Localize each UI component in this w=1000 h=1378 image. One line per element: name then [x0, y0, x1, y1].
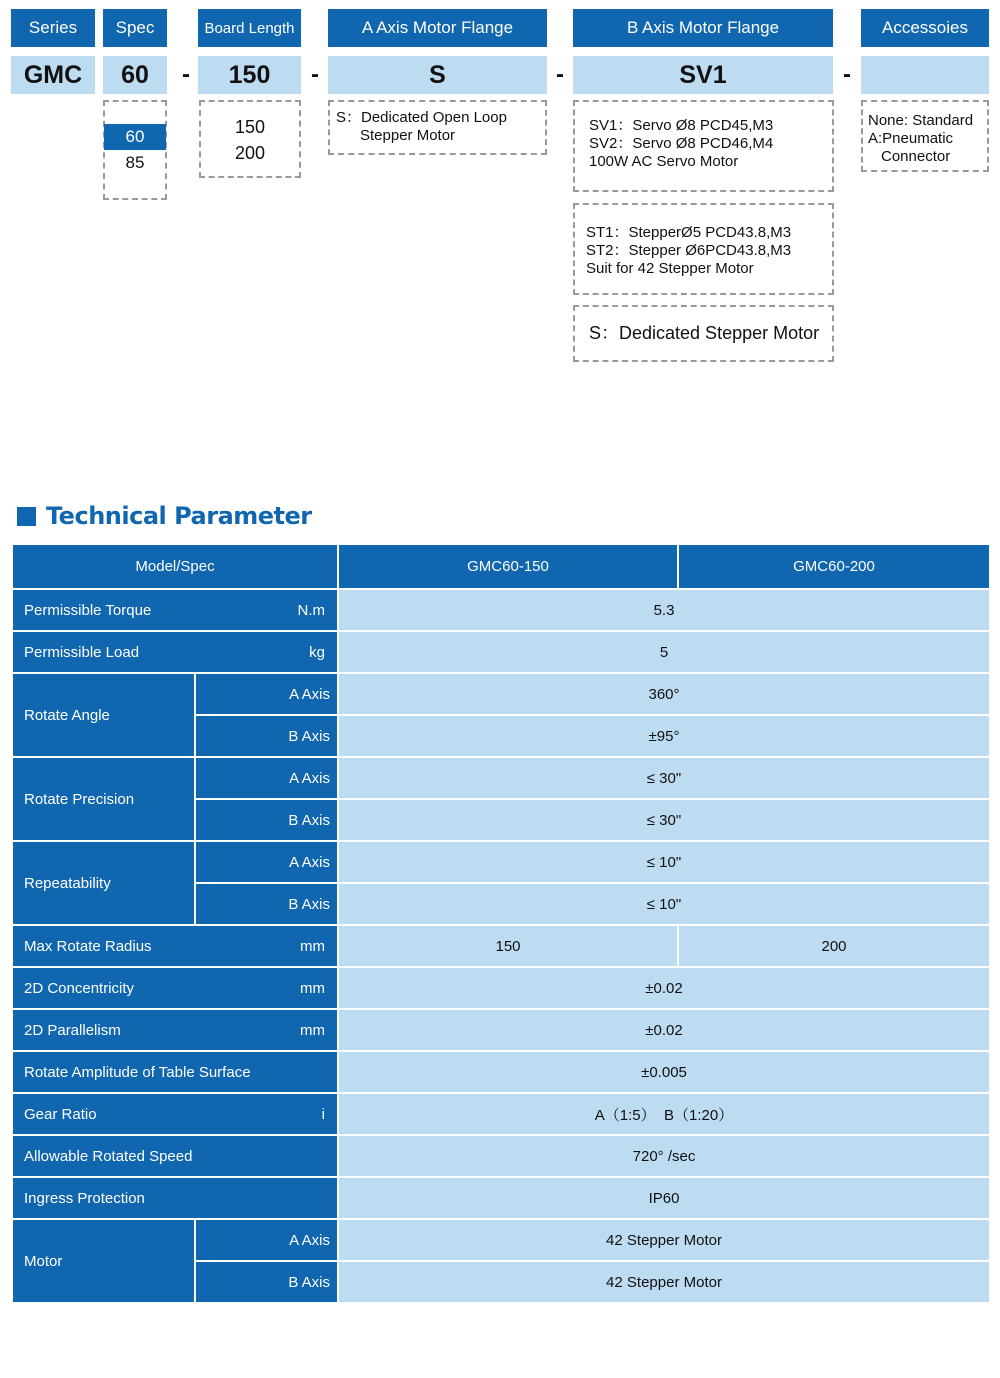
param-label-cell: [12, 925, 338, 967]
section-title: [17, 500, 312, 532]
table-row: [12, 925, 990, 967]
param-value: ≤ 30": [338, 799, 990, 841]
accessories-value: [861, 56, 989, 94]
param-value: 42 Stepper Motor: [338, 1219, 990, 1261]
param-value: ≤ 10": [338, 841, 990, 883]
series-header: Series: [11, 9, 95, 47]
param-unit: mm: [300, 937, 325, 955]
axis-label: B Axis: [195, 1261, 338, 1303]
accessory-option-line: A:Pneumatic: [868, 130, 954, 147]
b-flange-option-line: 100W AC Servo Motor: [589, 153, 739, 170]
param-label: Allowable Rotated Speed: [12, 1135, 338, 1177]
table-row: [12, 589, 990, 631]
param-value: ≤ 10": [338, 883, 990, 925]
param-value: 42 Stepper Motor: [338, 1261, 990, 1303]
b-flange-stepper-options: [573, 203, 834, 295]
b-flange-option-line: ST2：Stepper Ø6PCD43.8,M3: [586, 242, 792, 259]
param-label: Rotate Precision: [12, 757, 195, 841]
series-value: GMC: [11, 56, 95, 94]
code-separator: -: [556, 61, 564, 88]
axis-label: A Axis: [195, 757, 338, 799]
a-axis-flange-header: A Axis Motor Flange: [328, 9, 547, 47]
spec-value: 60: [103, 56, 167, 94]
param-label-cell: [12, 1093, 338, 1135]
board-length-option[interactable]: 200: [234, 143, 266, 163]
accessories-options: [861, 100, 989, 172]
param-label: Permissible Torque: [24, 601, 152, 619]
param-label: Rotate Amplitude of Table Surface: [12, 1051, 338, 1093]
b-flange-option-line: S：Dedicated Stepper Motor: [589, 323, 820, 343]
table-row: [12, 967, 990, 1009]
a-flange-option-line: Stepper Motor: [360, 127, 456, 144]
table-row: [12, 631, 990, 673]
spec-option-selected[interactable]: 60: [104, 124, 166, 150]
table-row: [12, 1051, 990, 1093]
param-unit: kg: [309, 643, 325, 661]
code-separator: -: [311, 61, 319, 88]
param-value: A（1:5） B（1:20）: [338, 1093, 990, 1135]
param-value: 360°: [338, 673, 990, 715]
param-unit: N.m: [297, 601, 325, 619]
param-value: 150: [338, 925, 678, 967]
b-flange-dedicated-options: [573, 305, 834, 362]
param-label: Ingress Protection: [12, 1177, 338, 1219]
board-length-value: 150: [198, 56, 301, 94]
table-row: [12, 1009, 990, 1051]
table-row: [12, 757, 990, 799]
param-value: ≤ 30": [338, 757, 990, 799]
board-length-option[interactable]: 150: [234, 117, 266, 137]
a-axis-flange-value: S: [328, 56, 547, 94]
spec-header: Spec: [103, 9, 167, 47]
b-flange-option-line: ST1：StepperØ5 PCD43.8,M3: [586, 224, 792, 241]
param-unit: mm: [300, 979, 325, 997]
param-label-cell: [12, 589, 338, 631]
table-row: [12, 1219, 990, 1261]
param-value: 5: [338, 631, 990, 673]
axis-label: B Axis: [195, 799, 338, 841]
b-flange-option-line: SV1：Servo Ø8 PCD45,M3: [589, 117, 774, 134]
model-header: GMC60-200: [678, 544, 990, 589]
accessory-option-line: Connector: [881, 148, 951, 165]
table-row: [12, 1135, 990, 1177]
param-value: ±0.02: [338, 1009, 990, 1051]
b-axis-flange-value: SV1: [573, 56, 833, 94]
param-label: Rotate Angle: [12, 673, 195, 757]
param-value: 720° /sec: [338, 1135, 990, 1177]
axis-label: B Axis: [195, 715, 338, 757]
board-length-header: Board Length: [198, 9, 301, 47]
param-label-cell: [12, 1009, 338, 1051]
b-flange-option-line: Suit for 42 Stepper Motor: [586, 260, 754, 277]
param-label: Repeatability: [12, 841, 195, 925]
a-flange-option-line: S：Dedicated Open Loop: [336, 109, 507, 126]
section-title-text: Technical Parameter: [46, 502, 312, 530]
param-label: 2D Parallelism: [24, 1021, 121, 1039]
param-label: Gear Ratio: [24, 1105, 97, 1123]
param-value: 5.3: [338, 589, 990, 631]
accessory-option-line: None: Standard: [868, 112, 974, 129]
table-row: [12, 1177, 990, 1219]
table-header-row: [12, 544, 990, 589]
param-label: Max Rotate Radius: [24, 937, 152, 955]
param-value: ±0.005: [338, 1051, 990, 1093]
param-label: Permissible Load: [24, 643, 140, 661]
param-value: ±95°: [338, 715, 990, 757]
param-label: Motor: [12, 1219, 195, 1303]
section-square-icon: [17, 507, 36, 526]
table-row: [12, 841, 990, 883]
b-flange-servo-options: [573, 100, 834, 192]
axis-label: B Axis: [195, 883, 338, 925]
spec-option[interactable]: 85: [125, 153, 145, 172]
axis-label: A Axis: [195, 1219, 338, 1261]
param-label-cell: [12, 631, 338, 673]
a-axis-flange-options: [328, 100, 547, 155]
board-length-options: [199, 100, 301, 178]
accessories-header: Accessoies: [861, 9, 989, 47]
code-separator: -: [843, 61, 851, 88]
b-flange-option-line: SV2：Servo Ø8 PCD46,M4: [589, 135, 774, 152]
technical-parameter-table: [11, 543, 991, 1304]
param-label: 2D Concentricity: [24, 979, 135, 997]
param-unit: mm: [300, 1021, 325, 1039]
param-label-cell: [12, 967, 338, 1009]
param-value: 200: [678, 925, 990, 967]
param-value: ±0.02: [338, 967, 990, 1009]
table-row: [12, 1093, 990, 1135]
param-value: IP60: [338, 1177, 990, 1219]
b-axis-flange-header: B Axis Motor Flange: [573, 9, 833, 47]
model-spec-header: Model/Spec: [12, 544, 338, 589]
model-header: GMC60-150: [338, 544, 678, 589]
axis-label: A Axis: [195, 673, 338, 715]
table-row: [12, 673, 990, 715]
code-separator: -: [182, 61, 190, 88]
param-unit: i: [321, 1105, 325, 1123]
axis-label: A Axis: [195, 841, 338, 883]
spec-options: [103, 100, 167, 200]
